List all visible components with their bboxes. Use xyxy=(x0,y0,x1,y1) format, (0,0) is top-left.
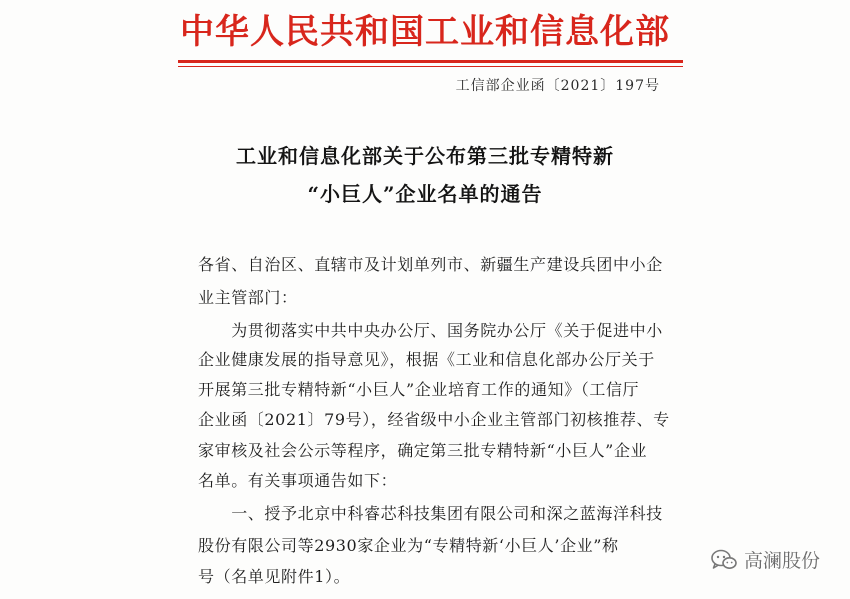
body-line: 各省、自治区、直辖市及计划单列市、新疆生产建设兵团中小企 xyxy=(198,255,663,274)
watermark-text: 高澜股份 xyxy=(743,550,820,572)
wechat-watermark xyxy=(710,546,820,573)
body-line: 股份有限公司等2930家企业为“专精特新‘小巨人’企业”称 xyxy=(198,536,619,555)
body-line: 企业健康发展的指导意见》，根据《工业和信息化部办公厅关于 xyxy=(198,350,655,369)
notice-title-line-1: 工业和信息化部关于公布第三批专精特新 xyxy=(236,144,614,168)
masthead-rule-thick xyxy=(178,60,683,63)
document-number: 工信部企业函〔2021〕197号 xyxy=(455,78,660,94)
body-line: 号（名单见附件1）。 xyxy=(198,567,351,586)
body-line: 企业函〔2021〕79号），经省级中小企业主管部门初核推荐、专 xyxy=(198,410,670,429)
body-line: 家审核及社会公示等程序，确定第三批专精特新“小巨人”企业 xyxy=(198,441,648,460)
body-line: 名单。有关事项通告如下： xyxy=(198,471,398,490)
masthead-title: 中华人民共和国工业和信息化部 xyxy=(180,12,670,52)
wechat-icon xyxy=(710,548,738,572)
notice-title-line-2: “小巨人”企业名单的通告 xyxy=(307,182,543,206)
body-line: 一、授予北京中科睿芯科技集团有限公司和深之蓝海洋科技 xyxy=(198,504,663,523)
body-line: 为贯彻落实中共中央办公厅、国务院办公厅《关于促进中小 xyxy=(198,321,663,340)
body-line: 业主管部门： xyxy=(198,288,298,307)
body-line: 开展第三批专精特新“小巨人”企业培育工作的通知》（工信厅 xyxy=(198,380,640,399)
masthead-rule-thin xyxy=(178,66,683,67)
